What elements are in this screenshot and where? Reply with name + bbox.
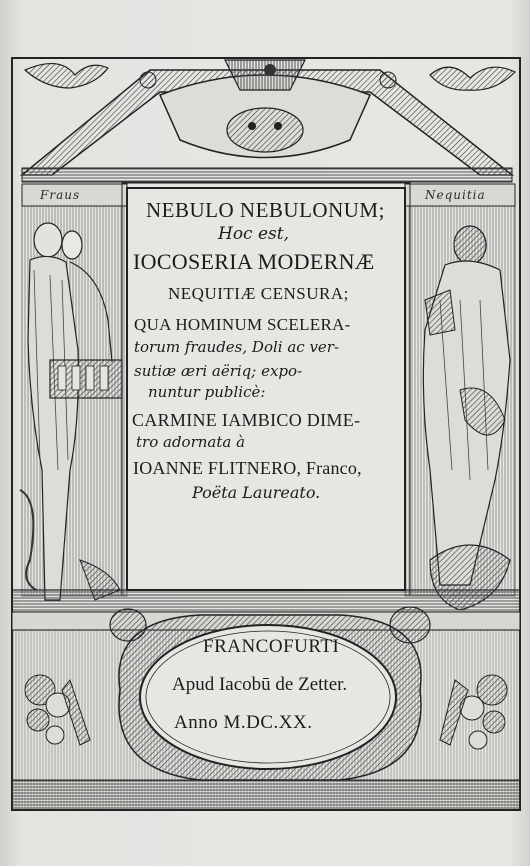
imprint-printer: Apud Iacobū de Zetter. — [172, 674, 348, 695]
title-line-7: sutiæ æri aëriq; expo- — [134, 362, 303, 380]
imprint-year: Anno M.DC.XX. — [174, 712, 313, 733]
title-line-10: tro adornata à — [136, 433, 246, 451]
title-line-12: Poëta Laureato. — [192, 483, 321, 502]
title-line-11: IOANNE FLITNERO, Franco, — [133, 458, 362, 478]
title-line-5: QUA HOMINUM SCELERA- — [134, 315, 351, 334]
right-figure-caption: Nequitia — [425, 188, 486, 202]
title-line-8: nuntur publicè: — [148, 383, 266, 401]
title-line-2: Hoc est, — [218, 224, 290, 244]
imprint-place: FRANCOFURTI — [203, 636, 340, 657]
title-line-1: NEBULO NEBULONUM; — [146, 198, 385, 222]
title-line-6: torum fraudes, Doli ac ver- — [134, 338, 340, 356]
title-line-3: IOCOSERIA MODERNÆ — [133, 249, 375, 274]
title-line-4: NEQUITIÆ CENSURA; — [168, 284, 349, 303]
pediment — [22, 60, 515, 182]
left-figure-caption: Fraus — [40, 188, 81, 202]
title-line-9: CARMINE IAMBICO DIME- — [132, 410, 361, 430]
